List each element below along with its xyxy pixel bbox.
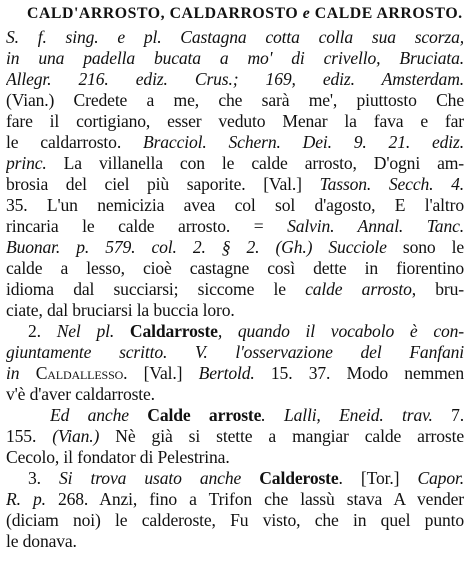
text-line-2: in una padella bucata a mo' di crivello, Bruciata. (6, 48, 464, 68)
text-line-20: 155. (Vian.) Nè già si stette a mangiar calde arroste (6, 426, 464, 446)
text-line-7: princ. La villanella con le calde arrosto, D'ogni am- (6, 153, 464, 173)
headword-conjunction: e (302, 5, 311, 22)
text-line-22: 3. Si trova usato anche Calderoste. [Tor.] Capor. (28, 468, 464, 488)
text-line-21: Cecolo, il fondator di Pelestrina. (6, 447, 230, 467)
text-line-5: fare il cortigiano, esser veduto Menar la fava e far (6, 111, 464, 131)
text-line-4: (Vian.) Credete a me, che sarà me', piuttosto Che (6, 90, 464, 110)
text-line-14: ciate, dal bruciarsi la buccia loro. (6, 300, 235, 320)
text-line-25: le donava. (6, 531, 77, 551)
text-line-8: brosia del ciel più saporite. [Val.] Tasson. Secch. 4. (6, 174, 464, 194)
text-line-17: in Caldallesso. [Val.] Bertold. 15. 37. Modo nemmen (6, 363, 464, 383)
text-line-6: le caldarrosto. Bracciol. Schern. Dei. 9. 21. ediz. (6, 132, 464, 152)
text-line-10: rincaria le calde arrosto. = Salvin. Annal. Tanc. (6, 216, 464, 236)
text-line-15: 2. Nel pl. Caldarroste, quando il vocabolo è con- (28, 321, 464, 341)
text-line-19: Ed anche Calde arroste. Lalli, Eneid. trav. 7. (50, 405, 464, 425)
text-line-18: v'è d'aver caldarroste. (6, 384, 155, 404)
headword-main: CALD'ARROSTO, CALDARROSTO (27, 5, 303, 22)
text-line-11: Buonar. p. 579. col. 2. § 2. (Gh.) Succiole sono le (6, 237, 464, 257)
text-line-1: S. f. sing. e pl. Castagna cotta colla sua scorza, (6, 27, 464, 47)
text-line-3: Allegr. 216. ediz. Crus.; 169, ediz. Amsterdam. (6, 69, 464, 89)
headword-variant: CALDE ARROSTO. (310, 5, 463, 22)
text-line-24: (diciam noi) le calderoste, Fu visto, che in quel punto (6, 510, 464, 530)
text-line-9: 35. L'un nemicizia avea col sol d'agosto, E l'altro (6, 195, 464, 215)
text-line-23: R. p. 268. Anzi, fino a Trifon che lassù stava A vender (6, 489, 464, 509)
text-line-16: giuntamente scritto. V. l'osservazione del Fanfani (6, 342, 464, 362)
text-line-12: calde a lesso, cioè castagne così dette in fiorentino (6, 258, 464, 278)
text-line-13: idioma dal succiarsi; siccome le calde arrosto, bru- (6, 279, 464, 299)
entry-headword (27, 2, 464, 26)
